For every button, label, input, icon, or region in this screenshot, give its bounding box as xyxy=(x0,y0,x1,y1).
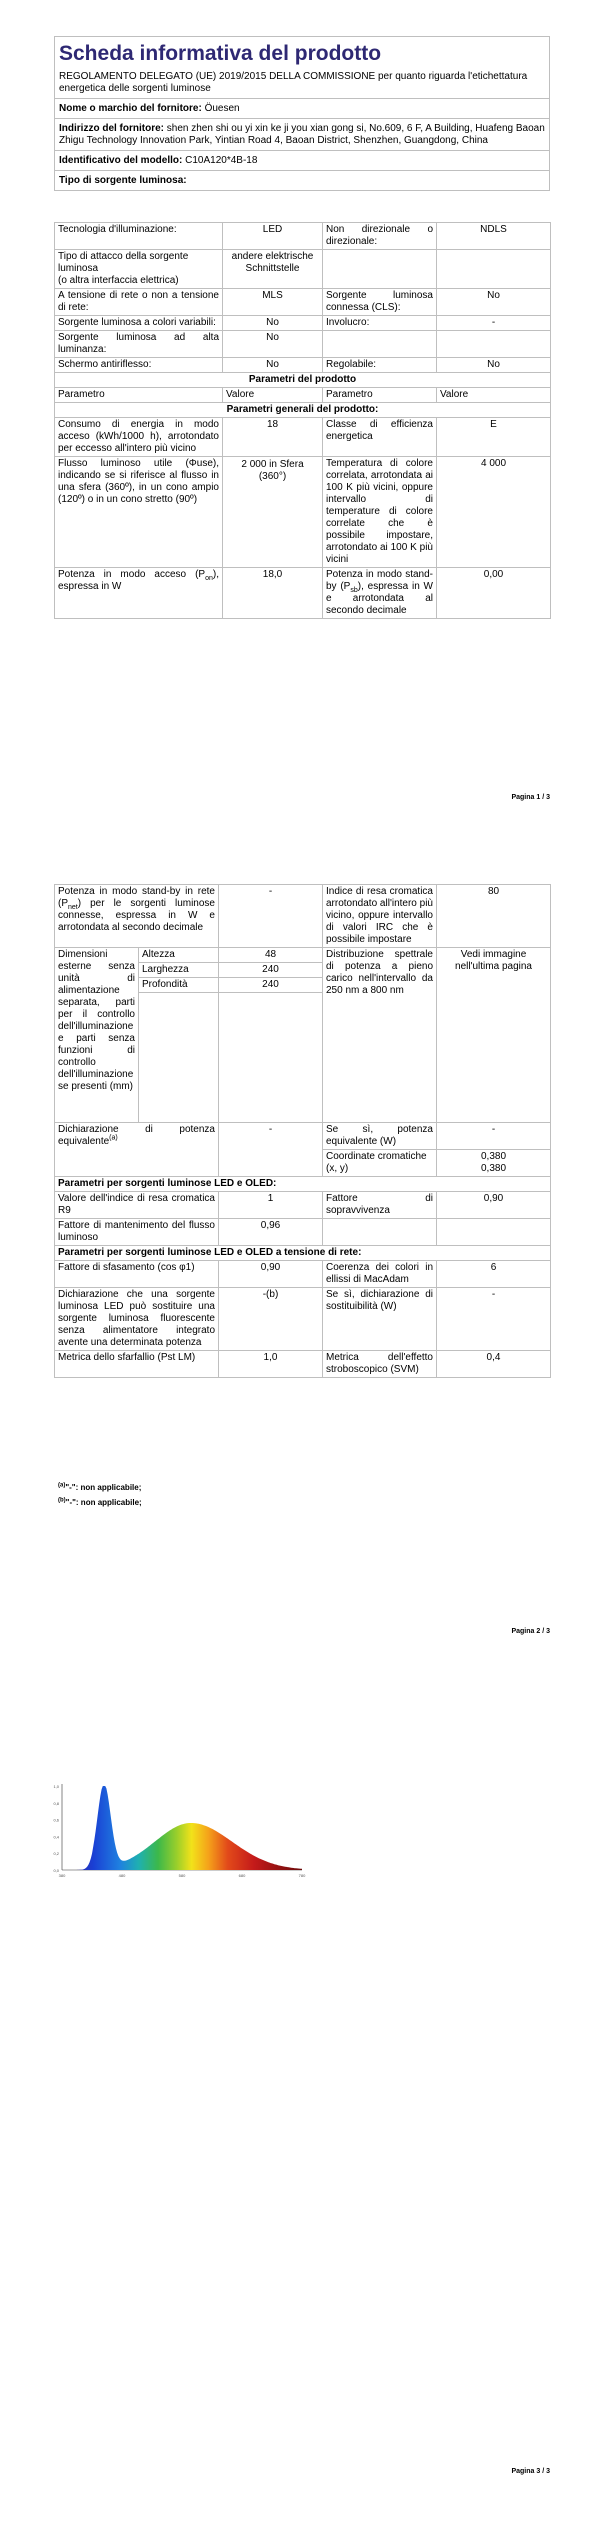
r9-label: Valore dell'indice di resa cromatica R9 xyxy=(55,1192,219,1219)
width-label: Larghezza xyxy=(139,963,219,978)
height-value: 48 xyxy=(219,948,323,963)
y-tick-label: 1,0 xyxy=(53,1784,59,1789)
power-on-value: 18,0 xyxy=(223,568,323,619)
pf-value: 0,90 xyxy=(219,1261,323,1288)
spectrum-curve xyxy=(62,1786,302,1870)
page-1 xyxy=(0,0,596,842)
netsb-value: - xyxy=(219,885,323,948)
energy-label: Consumo di energia in modo acceso (kWh/1000 h), arrotondato per eccesso all'intero più vicino xyxy=(55,418,223,457)
col-value-1: Valore xyxy=(223,388,323,403)
replace-value: -(b) xyxy=(219,1288,323,1351)
spd-value: Vedi immagine nell'ultima pagina xyxy=(437,948,551,1123)
x-tick-label: 580 xyxy=(178,1873,186,1878)
colour-value: No xyxy=(223,316,323,331)
brand-label: Nome o marchio del fornitore: xyxy=(59,103,202,114)
x-tick-labels xyxy=(59,1873,306,1878)
equiv-label xyxy=(55,1123,219,1177)
dimmable-value: No xyxy=(437,358,551,373)
depth-label: Profondità xyxy=(139,978,219,993)
cap-label xyxy=(55,250,223,289)
mains-section-title: Parametri per sorgenti luminose LED e OLED a tensione di rete: xyxy=(55,1246,551,1261)
class-value: E xyxy=(437,418,551,457)
footnote-a xyxy=(58,1480,142,1495)
svm-label: Metrica dell'effetto stroboscopico (SVM) xyxy=(323,1351,437,1378)
envelope-value: - xyxy=(437,316,551,331)
flux-label: Flusso luminoso utile (Φuse), indicando se si riferisce al flusso in una sfera (360º), in un cono ampio (120º) o in un cono stretto (90º) xyxy=(55,457,223,568)
x-tick-label: 480 xyxy=(118,1873,126,1878)
flux-value: 2 000 in Sfera (360°) xyxy=(223,457,323,568)
col-param-1: Parametro xyxy=(55,388,223,403)
footnote-a-text: "-": non applicabile; xyxy=(65,1483,142,1492)
address-label: Indirizzo del fornitore: xyxy=(59,123,164,134)
brand-row xyxy=(55,99,550,119)
brand-value: Öuesen xyxy=(204,103,240,114)
page-footer-3: Pagina 3 / 3 xyxy=(511,2468,550,2475)
cri-value: 80 xyxy=(437,885,551,948)
pstlm-label: Metrica dello sfarfallio (Pst LM) xyxy=(55,1351,219,1378)
survival-label: Fattore di sopravvivenza xyxy=(323,1192,437,1219)
nondir-label: Non direzionale o direzionale: xyxy=(323,223,437,250)
highlum-value: No xyxy=(223,331,323,358)
cap-value: andere elektrische Schnittstelle xyxy=(223,250,323,289)
highlum-label: Sorgente luminosa ad alta luminanza: xyxy=(55,331,223,358)
r9-value: 1 xyxy=(219,1192,323,1219)
replace-label: Dichiarazione che una sorgente luminosa LED può sostituire una sorgente luminosa fluorescente senza alimentatore integrato avente una determinata potenza xyxy=(55,1288,219,1351)
colour-label: Sorgente luminosa a colori variabili: xyxy=(55,316,223,331)
width-value: 240 xyxy=(219,963,323,978)
tech-value: LED xyxy=(223,223,323,250)
y-tick-label: 0,2 xyxy=(53,1851,59,1857)
cct-value: 4 000 xyxy=(437,457,551,568)
standby-label xyxy=(323,568,437,619)
source-type-label: Tipo di sorgente luminosa: xyxy=(55,171,550,191)
footnote-b xyxy=(58,1495,142,1510)
netsb-label-b: ) per le sorgenti luminose connesse, espressa in W e arrotondata al secondo decimale xyxy=(58,898,215,933)
equiv-sup: (a) xyxy=(109,1134,118,1142)
page-footer-1: Pagina 1 / 3 xyxy=(511,794,550,801)
x-tick-label: 380 xyxy=(58,1873,66,1878)
replace-power-value: - xyxy=(437,1288,551,1351)
page-3 xyxy=(0,1684,596,2526)
model-label: Identificativo del modello: xyxy=(59,155,183,166)
maint-value: 0,96 xyxy=(219,1219,323,1246)
general-params-title: Parametri generali del prodotto: xyxy=(55,403,551,418)
height-label: Altezza xyxy=(139,948,219,963)
spd-label: Distribuzione spettrale di potenza a pieno carico nell'intervallo da 250 nm a 800 nm xyxy=(323,948,437,1123)
title-cell xyxy=(55,37,550,99)
energy-value: 18 xyxy=(223,418,323,457)
tech-label: Tecnologia d'illuminazione: xyxy=(55,223,223,250)
specs-table-2 xyxy=(54,884,551,1378)
depth-value: 240 xyxy=(219,978,323,993)
power-on-label xyxy=(55,568,223,619)
footnote-b-mark: (b) xyxy=(58,1497,66,1504)
dimmable-label: Regolabile: xyxy=(323,358,437,373)
cap-label-sub: (o altra interfaccia elettrica) xyxy=(58,275,179,286)
mains-value: MLS xyxy=(223,289,323,316)
macadam-value: 6 xyxy=(437,1261,551,1288)
cct-label: Temperatura di colore correlata, arrotondata ai 100 K più vicini, oppure intervallo di temperature di colore correlate che è possibile impostare, arrotondato ai 100 K più vicini xyxy=(323,457,437,568)
standby-value: 0,00 xyxy=(437,568,551,619)
y-tick-labels xyxy=(53,1784,59,1873)
netsb-sub: net xyxy=(68,904,78,911)
chroma-y: 0,380 xyxy=(480,1163,507,1174)
maint-label: Fattore di mantenimento del flusso luminoso xyxy=(55,1219,219,1246)
equiv-label-text: Dichiarazione di potenza equivalente xyxy=(58,1124,215,1147)
cri-label: Indice di resa cromatica arrotondato all'intero più vicino, oppure intervallo di valori IRC che è possibile impostare xyxy=(323,885,437,948)
equiv-power-value: - xyxy=(437,1123,551,1150)
dims-label: Dimensioni esterne senza unità di alimentazione separata, parti per il controllo dell'illuminazione e parti senza funzioni di controllo dell'illuminazione se presenti (mm) xyxy=(55,948,139,1123)
col-value-2: Valore xyxy=(437,388,551,403)
cap-label-main: Tipo di attacco della sorgente luminosa xyxy=(58,251,189,274)
params-section-title: Parametri del prodotto xyxy=(55,373,551,388)
replace-power-label: Se sì, dichiarazione di sostituibilità (W) xyxy=(323,1288,437,1351)
chroma-value xyxy=(437,1150,551,1177)
regulation-text: REGOLAMENTO DELEGATO (UE) 2019/2015 DELLA COMMISSIONE per quanto riguarda l'etichettatura energetica delle sorgenti luminose xyxy=(59,71,528,94)
y-tick-label: 0,0 xyxy=(53,1868,59,1873)
pf-label: Fattore di sfasamento (cos φ1) xyxy=(55,1261,219,1288)
standby-sub: sb xyxy=(350,587,358,594)
survival-value: 0,90 xyxy=(437,1192,551,1219)
y-tick-label: 0,4 xyxy=(53,1834,59,1840)
cls-value: No xyxy=(437,289,551,316)
model-row xyxy=(55,151,550,171)
power-on-label-a: Potenza in modo acceso (P xyxy=(58,569,206,580)
led-section-title: Parametri per sorgenti luminose LED e OLED: xyxy=(55,1177,551,1192)
footnote-b-text: "-": non applicabile; xyxy=(65,1498,142,1507)
model-value: C10A120*4B-18 xyxy=(185,155,258,166)
footnotes xyxy=(58,1480,142,1510)
equiv-power-label: Se sì, potenza equivalente (W) xyxy=(323,1123,437,1150)
cls-label: Sorgente luminosa connessa (CLS): xyxy=(323,289,437,316)
antiglare-value: No xyxy=(223,358,323,373)
address-row xyxy=(55,119,550,151)
y-tick-label: 0,8 xyxy=(53,1800,59,1806)
x-tick-label: 680 xyxy=(238,1873,246,1878)
header-table xyxy=(54,36,550,191)
standby-label-a: Potenza in modo stand-by (P xyxy=(326,569,433,592)
y-tick-label: 0,6 xyxy=(53,1817,59,1823)
x-tick-label: 780 xyxy=(298,1873,306,1878)
footnote-a-mark: (a) xyxy=(58,1482,66,1489)
standby-label-b: ), espressa in W e arrotondata al secondo decimale xyxy=(326,581,433,616)
chroma-x: 0,380 xyxy=(480,1151,507,1162)
spectrum-chart xyxy=(52,1780,312,1880)
chroma-label: Coordinate cromatiche (x, y) xyxy=(323,1150,437,1177)
equiv-value: - xyxy=(219,1123,323,1177)
page-2 xyxy=(0,842,596,1684)
class-label: Classe di efficienza energetica xyxy=(323,418,437,457)
doc-title: Scheda informativa del prodotto xyxy=(59,42,382,65)
specs-table xyxy=(54,222,551,619)
netsb-label xyxy=(55,885,219,948)
antiglare-label: Schermo antiriflesso: xyxy=(55,358,223,373)
nondir-value: NDLS xyxy=(437,223,551,250)
pstlm-value: 1,0 xyxy=(219,1351,323,1378)
macadam-label: Coerenza dei colori in ellissi di MacAdam xyxy=(323,1261,437,1288)
page-footer-2: Pagina 2 / 3 xyxy=(511,1628,550,1635)
power-on-sub: on xyxy=(205,575,213,582)
power-on-label-b: ), espressa in W xyxy=(58,569,219,592)
netsb-label-a: Potenza in modo stand-by in rete (P xyxy=(58,886,215,909)
col-param-2: Parametro xyxy=(323,388,437,403)
envelope-label: Involucro: xyxy=(323,316,437,331)
mains-label: A tensione di rete o non a tensione di rete: xyxy=(55,289,223,316)
address-value: shen zhen shi ou yi xin ke ji you xian gong si, No.609, 6 F, A Building, Huafeng Baoan Zhigu Technology Innovation Park, Yintian Road 4, Baoan District, Shenzhen, Guangdong, China xyxy=(59,123,545,146)
svm-value: 0,4 xyxy=(437,1351,551,1378)
